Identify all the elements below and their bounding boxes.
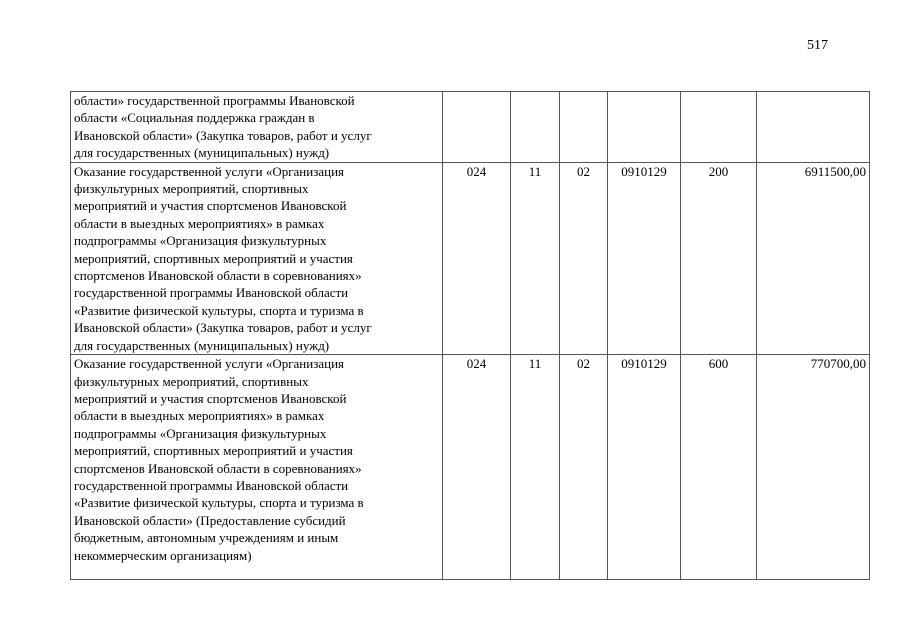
row-section-code xyxy=(511,92,560,163)
row-description: Оказание государственной услуги «Организация физкультурных мероприятий, спортивных мероприятий и участия спортсменов Ивановской области в выездных мероприятиях» в рамках подпрограммы «Организация физкультурных мероприятий, спортивных мероприятий и участия спортсменов Ивановской области в соревнованиях» государственной программы Ивановской области «Развитие физической культуры, спорта и туризма в Ивановской области» (Предоставление субсидий бюджетным, автономным учреждениям и иным некоммерческим организациям) xyxy=(71,355,443,580)
row-target-article-code xyxy=(608,92,681,163)
page-number: 517 xyxy=(807,38,828,53)
row-description: области» государственной программы Ивановской области «Социальная поддержка граждан в Ивановской области» (Закупка товаров, работ и услуг для государственных (муниципальных) нужд) xyxy=(71,92,443,163)
row-ved-code: 024 xyxy=(443,355,511,580)
row-ved-code xyxy=(443,92,511,163)
row-section-code: 11 xyxy=(511,162,560,354)
row-expense-type-code: 200 xyxy=(681,162,757,354)
row-ved-code: 024 xyxy=(443,162,511,354)
row-subsection-code xyxy=(560,92,608,163)
table-row xyxy=(71,162,870,354)
row-expense-type-code xyxy=(681,92,757,163)
row-amount: 770700,00 xyxy=(757,355,870,580)
row-amount: 6911500,00 xyxy=(757,162,870,354)
row-target-article-code: 0910129 xyxy=(608,355,681,580)
budget-table xyxy=(70,91,870,580)
row-subsection-code: 02 xyxy=(560,162,608,354)
table-row xyxy=(71,355,870,580)
row-target-article-code: 0910129 xyxy=(608,162,681,354)
row-description: Оказание государственной услуги «Организация физкультурных мероприятий, спортивных мероприятий и участия спортсменов Ивановской области в выездных мероприятиях» в рамках подпрограммы «Организация физкультурных мероприятий, спортивных мероприятий и участия спортсменов Ивановской области в соревнованиях» государственной программы Ивановской области «Развитие физической культуры, спорта и туризма в Ивановской области» (Закупка товаров, работ и услуг для государственных (муниципальных) нужд) xyxy=(71,162,443,354)
row-subsection-code: 02 xyxy=(560,355,608,580)
row-expense-type-code: 600 xyxy=(681,355,757,580)
table-row xyxy=(71,92,870,163)
row-amount xyxy=(757,92,870,163)
row-section-code: 11 xyxy=(511,355,560,580)
